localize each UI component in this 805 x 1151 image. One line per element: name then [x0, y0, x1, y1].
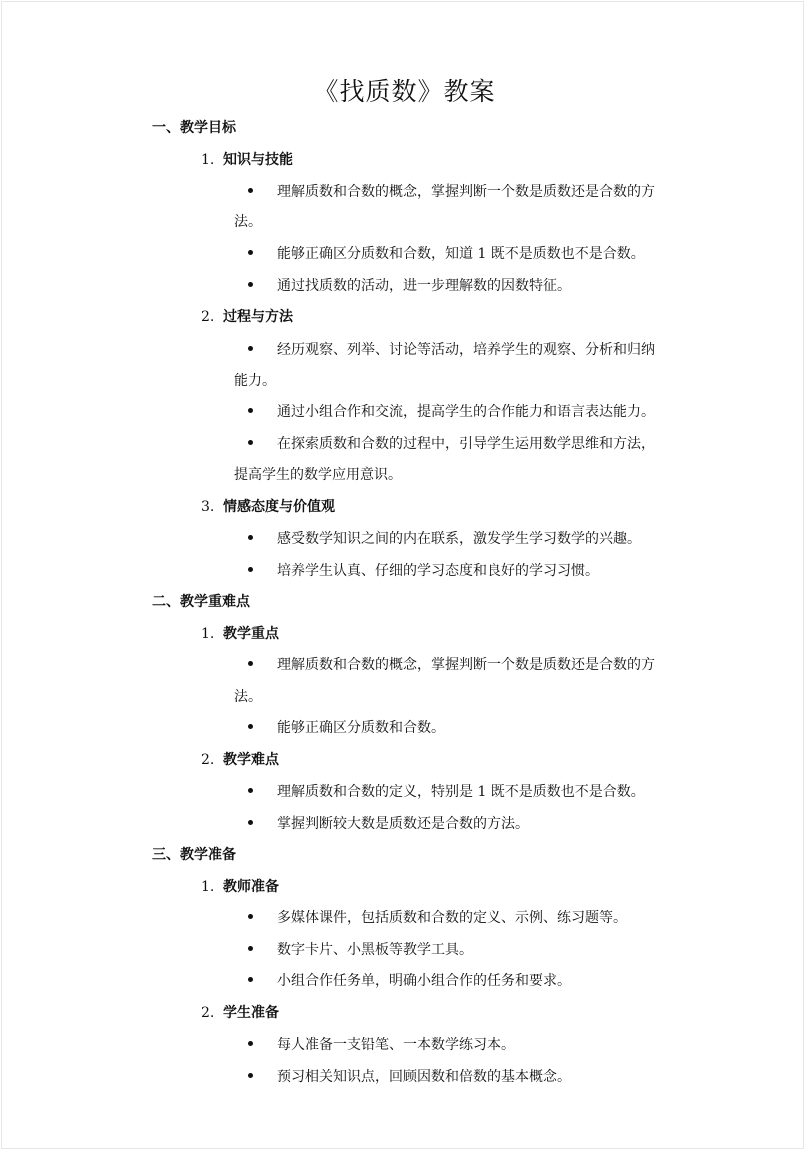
list-item	[248, 245, 645, 263]
list-item-text: 通过小组合作和交流，提高学生的合作能力和语言表达能力。	[277, 404, 655, 420]
bullet-icon	[248, 661, 253, 666]
subsection-heading	[201, 1004, 279, 1022]
subsection-heading	[201, 498, 335, 516]
list-item	[248, 656, 655, 674]
list-item-text: 理解质数和合数的概念，掌握判断一个数是质数还是合数的方	[277, 657, 655, 673]
list-item	[248, 530, 641, 548]
list-item-text: 经历观察、列举、讨论等活动，培养学生的观察、分析和归纳	[277, 342, 655, 358]
bullet-icon	[248, 946, 253, 951]
subsection-number: 3.	[201, 499, 215, 515]
list-item	[248, 183, 655, 201]
list-item-text: 通过找质数的活动，进一步理解数的因数特征。	[277, 278, 571, 294]
subsection-number: 2.	[201, 309, 215, 325]
list-item-text: 理解质数和合数的概念，掌握判断一个数是质数还是合数的方	[277, 184, 655, 200]
subsection-number: 1.	[201, 152, 215, 168]
list-item-text: 多媒体课件，包括质数和合数的定义、示例、练习题等。	[277, 910, 627, 926]
bullet-icon	[248, 914, 253, 919]
bullet-icon	[248, 788, 253, 793]
bullet-icon	[248, 408, 253, 413]
list-item	[248, 972, 571, 990]
list-item-continuation: 法。	[234, 214, 262, 230]
list-item-continuation: 能力。	[234, 373, 276, 389]
subsection-label: 教学重点	[223, 626, 279, 642]
section-heading: 二、教学重难点	[152, 594, 250, 610]
list-item-text: 能够正确区分质数和合数，知道 1 既不是质数也不是合数。	[277, 246, 645, 262]
list-item	[248, 1068, 571, 1086]
list-item	[248, 1036, 515, 1054]
list-item	[248, 403, 655, 421]
subsection-number: 1.	[201, 626, 215, 642]
list-item	[248, 909, 627, 927]
subsection-number: 2.	[201, 752, 215, 768]
document-title: 《找质数》教案	[313, 77, 496, 106]
subsection-label: 过程与方法	[223, 309, 293, 325]
list-item-text: 理解质数和合数的定义，特别是 1 既不是质数也不是合数。	[277, 784, 645, 800]
subsection-label: 学生准备	[223, 1005, 279, 1021]
list-item-text: 数字卡片、小黑板等教学工具。	[277, 942, 473, 958]
list-item-text: 每人准备一支铅笔、一本数学练习本。	[277, 1037, 515, 1053]
bullet-icon	[248, 440, 253, 445]
list-item	[248, 435, 655, 453]
subsection-label: 情感态度与价值观	[223, 499, 335, 515]
list-item-text: 掌握判断较大数是质数还是合数的方法。	[277, 816, 529, 832]
subsection-heading	[201, 878, 279, 896]
list-item	[248, 277, 571, 295]
subsection-heading	[201, 308, 293, 326]
bullet-icon	[248, 724, 253, 729]
subsection-number: 1.	[201, 879, 215, 895]
bullet-icon	[248, 1073, 253, 1078]
list-item-continuation: 法。	[234, 689, 262, 705]
subsection-label: 教师准备	[223, 879, 279, 895]
list-item-continuation: 提高学生的数学应用意识。	[234, 467, 402, 483]
bullet-icon	[248, 188, 253, 193]
subsection-label: 教学难点	[223, 752, 279, 768]
list-item-text: 培养学生认真、仔细的学习态度和良好的学习习惯。	[277, 563, 599, 579]
list-item	[248, 562, 599, 580]
bullet-icon	[248, 346, 253, 351]
bullet-icon	[248, 567, 253, 572]
list-item	[248, 719, 445, 737]
section-heading: 三、教学准备	[152, 847, 236, 863]
subsection-heading	[201, 625, 279, 643]
list-item-text: 小组合作任务单，明确小组合作的任务和要求。	[277, 973, 571, 989]
list-item	[248, 815, 529, 833]
bullet-icon	[248, 820, 253, 825]
bullet-icon	[248, 977, 253, 982]
bullet-icon	[248, 535, 253, 540]
list-item	[248, 941, 473, 959]
bullet-icon	[248, 250, 253, 255]
bullet-icon	[248, 1041, 253, 1046]
document-page	[1, 1, 804, 1149]
list-item	[248, 783, 645, 801]
subsection-number: 2.	[201, 1005, 215, 1021]
list-item-text: 预习相关知识点，回顾因数和倍数的基本概念。	[277, 1069, 571, 1085]
bullet-icon	[248, 282, 253, 287]
list-item-text: 感受数学知识之间的内在联系，激发学生学习数学的兴趣。	[277, 531, 641, 547]
list-item-text: 在探索质数和合数的过程中，引导学生运用数学思维和方法，	[277, 436, 655, 452]
list-item-text: 能够正确区分质数和合数。	[277, 720, 445, 736]
subsection-heading	[201, 151, 293, 169]
section-heading: 一、教学目标	[152, 120, 236, 136]
subsection-label: 知识与技能	[223, 152, 293, 168]
list-item	[248, 341, 655, 359]
subsection-heading	[201, 751, 279, 769]
